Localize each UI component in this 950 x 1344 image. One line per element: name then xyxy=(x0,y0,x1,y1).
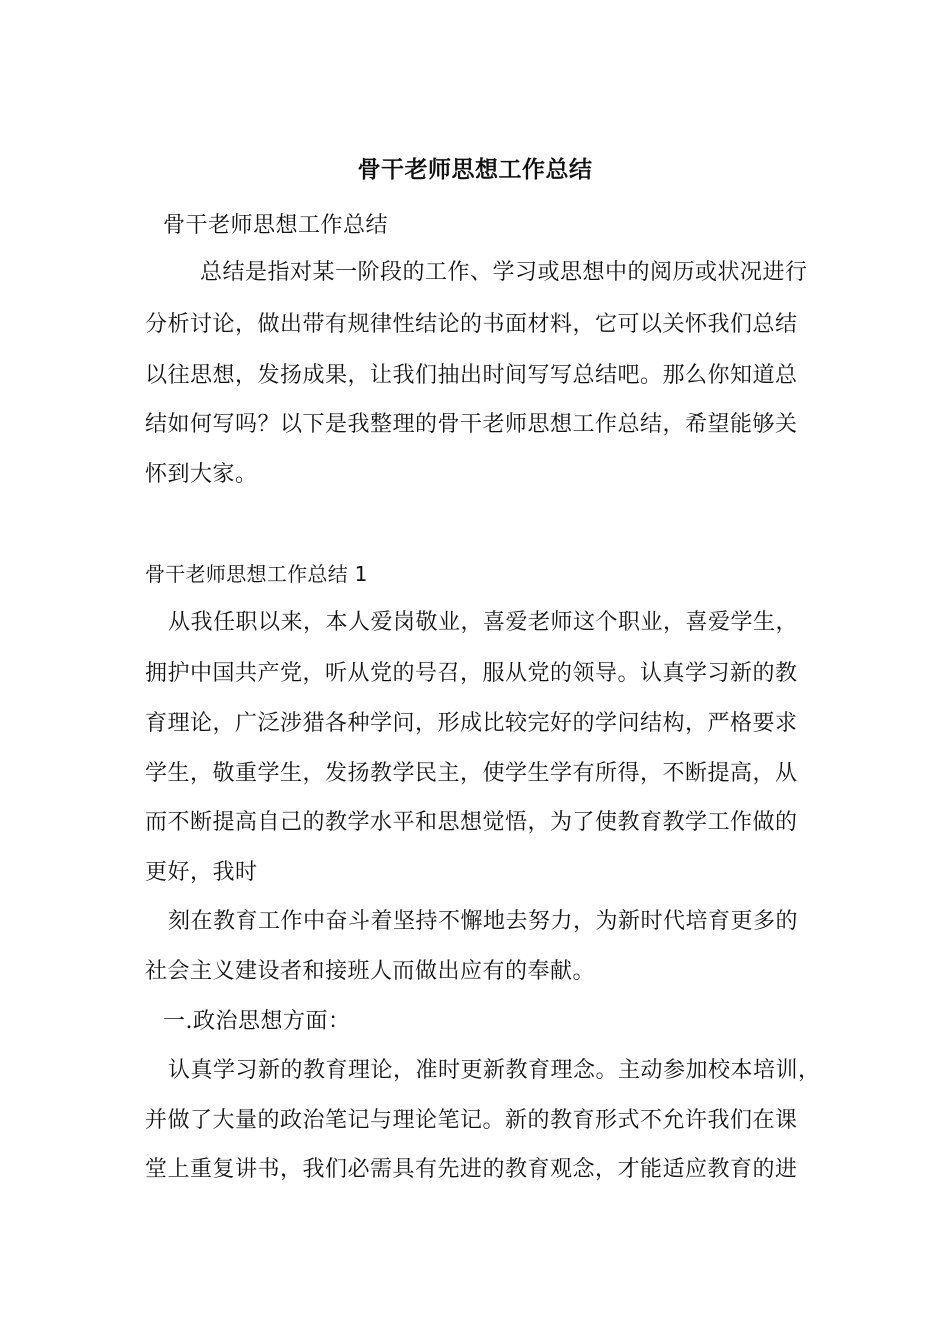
subheading: 一.政治思想方面： xyxy=(163,1009,351,1034)
intro-line: 分析讨论，做出带有规律性结论的书面材料，它可以关怀我们总结 xyxy=(145,312,798,337)
document-subtitle: 骨干老师思想工作总结 xyxy=(163,213,389,238)
paragraph-line: 社会主义建设者和接班人而做出应有的奉献。 xyxy=(145,959,596,984)
paragraph-line: 并做了大量的政治笔记与理论笔记。新的教育形式不允许我们在课 xyxy=(145,1108,798,1133)
intro-line: 结如何写吗？以下是我整理的骨干老师思想工作总结，希望能够关 xyxy=(145,412,798,437)
paragraph-line: 更好，我时 xyxy=(145,860,258,885)
paragraph-line: 认真学习新的教育理论，准时更新教育理念。主动参加校本培训， xyxy=(168,1058,821,1083)
paragraph-line: 拥护中国共产党，听从党的号召，服从党的领导。认真学习新的教 xyxy=(145,661,798,686)
intro-line: 以往思想，发扬成果，让我们抽出时间写写总结吧。那么你知道总 xyxy=(145,363,798,388)
paragraph-line: 而不断提高自己的教学水平和思想觉悟，为了使教育教学工作做的 xyxy=(145,810,798,835)
paragraph-line: 从我任职以来，本人爱岗敬业，喜爱老师这个职业，喜爱学生， xyxy=(168,610,799,635)
paragraph-line: 学生，敬重学生，发扬教学民主，使学生学有所得，不断提高，从 xyxy=(145,761,798,786)
document-title: 骨干老师思想工作总结 xyxy=(357,156,593,183)
intro-line: 总结是指对某一阶段的工作、学习或思想中的阅历或状况进行 xyxy=(200,260,808,285)
paragraph-line: 育理论，广泛涉猎各种学问，形成比较完好的学问结构，严格要求 xyxy=(145,711,798,736)
section-heading: 骨干老师思想工作总结 1 xyxy=(145,562,368,586)
paragraph-line: 刻在教育工作中奋斗着坚持不懈地去努力，为新时代培育更多的 xyxy=(168,909,799,934)
intro-line: 怀到大家。 xyxy=(145,462,258,487)
paragraph-line: 堂上重复讲书，我们必需具有先进的教育观念，才能适应教育的进 xyxy=(145,1157,798,1182)
